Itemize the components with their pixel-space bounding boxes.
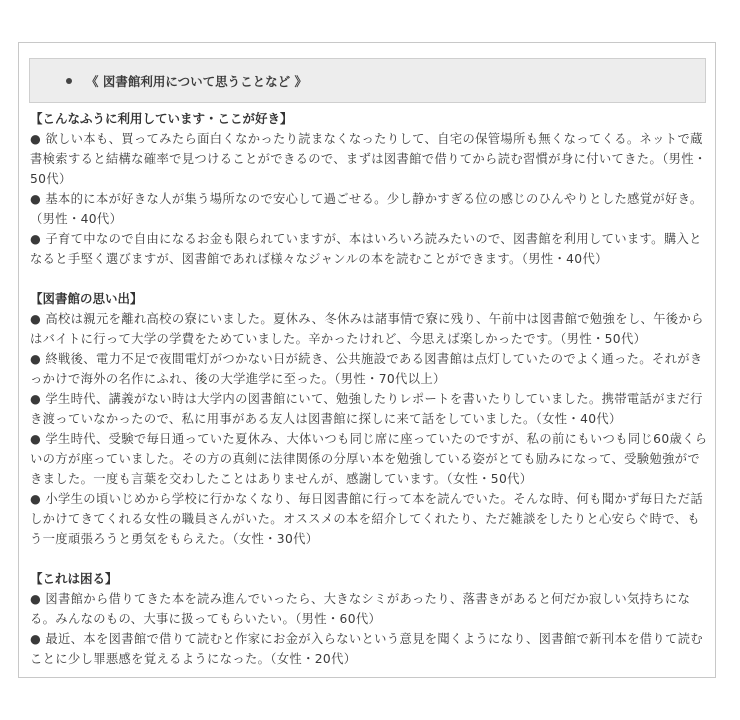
content-frame: [18, 42, 716, 678]
comment-text: 基本的に本が好きな人が集う場所なので安心して過ごせる。少し静かすぎる位の感じのひんやりとした感覚が好き。（男性・40代）: [30, 192, 703, 226]
comment-entry: [30, 489, 708, 549]
comment-text: 学生時代、受験で毎日通っていた夏休み、大体いつも同じ席に座っていたのですが、私の前にもいつも同じ60歳くらいの方が座っていました。その方の真剣に法律関係の分厚い本を勉強している姿がとても励みになって、受験勉強ができました。一度も言葉を交わしたことはありませんが、感謝しています。（女性・50代）: [30, 432, 708, 486]
section-title: 【これは困る】: [30, 571, 118, 586]
comment-entry: [30, 349, 708, 389]
comment-entry: [30, 309, 708, 349]
comment-text: 学生時代、講義がない時は大学内の図書館にいて、勉強したりレポートを書いたりしていました。携帯電話がまだ行き渡っていなかったので、私に用事がある友人は図書館に探しに来て話をしていました。（女性・40代）: [30, 392, 703, 426]
bullet-icon: ●: [30, 192, 42, 206]
comment-entry: [30, 629, 708, 669]
section-problems: [30, 569, 708, 669]
comment-text: 高校は親元を離れ高校の寮にいました。夏休み、冬休みは諸事情で寮に残り、午前中は図書館で勉強をし、午後からはバイトに行って大学の学費をためていました。辛かったけれど、今思えば楽しかったです。（男性・50代）: [30, 312, 704, 346]
bullet-icon: ●: [30, 132, 42, 146]
heading-box: [29, 58, 706, 103]
comment-text: 子育て中なので自由になるお金も限られていますが、本はいろいろ読みたいので、図書館を利用しています。購入となると手堅く選びますが、図書館であれば様々なジャンルの本を読むことができます。（男性・40代）: [30, 232, 702, 266]
comment-text: 欲しい本も、買ってみたら面白くなかったり読まなくなったりして、自宅の保管場所も無くなってくる。ネットで蔵書検索すると結構な確率で見つけることができるので、まずは図書館で借りてから読む習慣が身に付いてきた。（男性・50代）: [30, 132, 707, 186]
section-likes: [30, 109, 708, 269]
bullet-icon: ●: [30, 592, 42, 606]
bullet-icon: ●: [30, 432, 42, 446]
comment-text: 小学生の頃いじめから学校に行かなくなり、毎日図書館に行って本を読んでいた。そんな時、何も聞かず毎日ただ話しかけてきてくれる女性の職員さんがいた。オススメの本を紹介してくれたり、ただ雑談をしたりと心安らぐ時で、もう一度頑張ろうと勇気をもらえた。（女性・30代）: [30, 492, 703, 546]
bullet-icon: ●: [30, 392, 42, 406]
bullet-icon: [66, 78, 72, 84]
comment-entry: [30, 429, 708, 489]
page-title: 《 図書館利用について思うことなど 》: [86, 73, 307, 89]
comment-entry: [30, 129, 708, 189]
comment-entry: [30, 189, 708, 229]
comment-text: 最近、本を図書館で借りて読むと作家にお金が入らないという意見を聞くようになり、図書館で新刊本を借りて読むことに少し罪悪感を覚えるようになった。（女性・20代）: [30, 632, 703, 666]
comment-text: 図書館から借りてきた本を読み進んでいったら、大きなシミがあったり、落書きがあると何だか寂しい気持ちになる。みんなのもの、大事に扱ってもらいたい。（男性・60代）: [30, 592, 691, 626]
bullet-icon: ●: [30, 352, 42, 366]
comments-content: [30, 109, 708, 669]
bullet-icon: ●: [30, 632, 42, 646]
section-title: 【図書館の思い出】: [30, 291, 143, 306]
section-memories: [30, 289, 708, 549]
comment-text: 終戦後、電力不足で夜間電灯がつかない日が続き、公共施設である図書館は点灯していたのでよく通った。それがきっかけで海外の名作にふれ、後の大学進学に至った。（男性・70代以上）: [30, 352, 703, 386]
bullet-icon: ●: [30, 312, 42, 326]
comment-entry: [30, 229, 708, 269]
comment-entry: [30, 589, 708, 629]
section-title: 【こんなふうに利用しています・ここが好き】: [30, 111, 293, 126]
bullet-icon: ●: [30, 492, 42, 506]
bullet-icon: ●: [30, 232, 42, 246]
comment-entry: [30, 389, 708, 429]
